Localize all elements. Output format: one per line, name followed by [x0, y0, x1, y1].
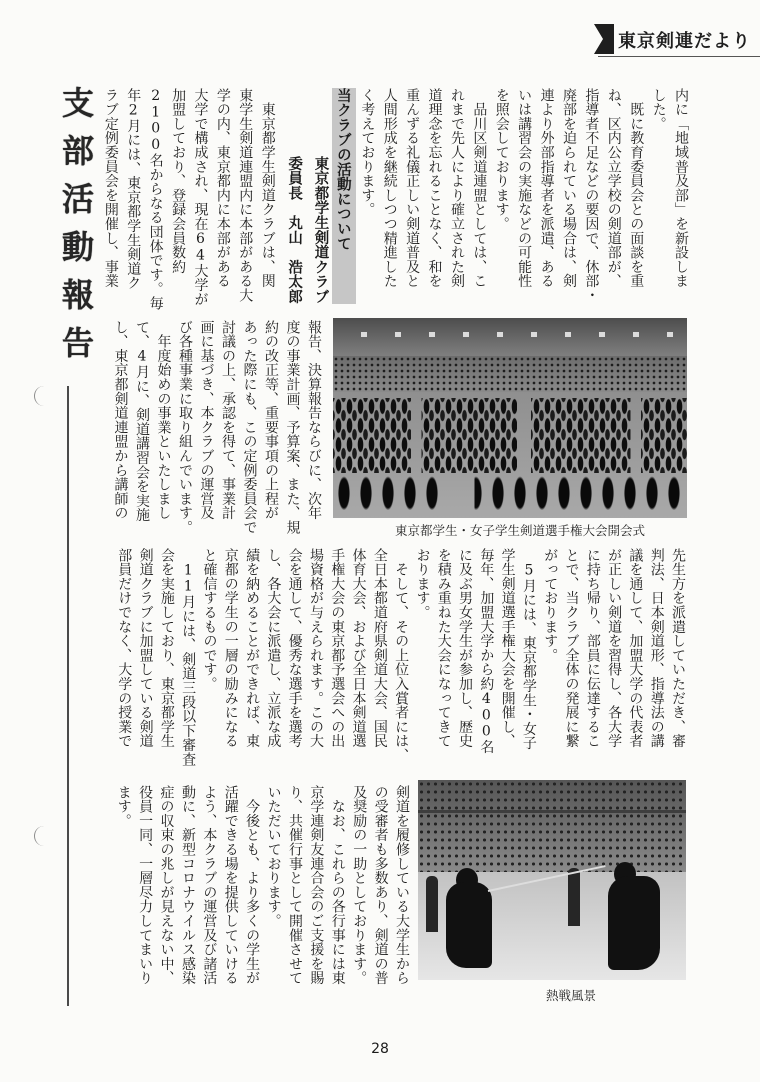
- text-column: 場資格が与えられます。この大: [307, 548, 324, 749]
- club-name: 東京都学生剣道クラブ: [312, 156, 329, 304]
- text-column: なお、これらの各行事には東: [329, 785, 346, 986]
- text-column: を照会しております。: [493, 88, 510, 231]
- section-title: 支部活動報告: [57, 86, 95, 374]
- photo-opening-ceremony: [333, 318, 687, 518]
- photo-match-scene: [418, 780, 686, 980]
- photo-referee: [568, 868, 580, 926]
- text-column: 学の内、東京都内に本部がある: [214, 88, 231, 289]
- text-column: 東学生剣道連盟内に本部がある大: [237, 88, 254, 303]
- top-text-block: [99, 88, 692, 311]
- text-column: した。: [650, 88, 667, 131]
- photo-front-row-participants: [333, 468, 687, 518]
- text-column: び各種事業に取り組んでいます。: [177, 320, 193, 535]
- photo-gym-wall: [418, 780, 686, 872]
- text-column: と確信するものです。: [201, 548, 218, 691]
- text-column: 5月には、東京都学生・女子: [520, 548, 537, 751]
- text-column: 報告、決算報告ならびに、次年: [306, 320, 322, 521]
- previous-article-text: [356, 88, 692, 304]
- text-column: 剣道クラブに加盟している剣道: [137, 548, 154, 749]
- page-number: 28: [371, 1041, 389, 1057]
- text-column: 京学連剣友連合会のご支援を賜: [308, 785, 325, 986]
- header-rule: [598, 56, 760, 57]
- photo-audience-stands: [333, 356, 687, 392]
- middle-text-block: [109, 320, 324, 536]
- text-column: ます。: [115, 785, 132, 828]
- binding-mark: [34, 826, 44, 846]
- text-column: 手権大会の東京都予選会への出: [329, 548, 346, 749]
- text-column: 学生剣道選手権大会を開催し、: [499, 548, 516, 749]
- text-column: 指導者不足などの要因で、休部・: [583, 88, 600, 303]
- text-column: し、各大会に派遣し、立派な成: [265, 548, 282, 749]
- text-column: 廃部を迫られている場合は、剣: [560, 88, 577, 289]
- text-column: 及奨励の一助としております。: [351, 785, 368, 986]
- text-column: を積み重ねた大会になってきて: [435, 548, 452, 749]
- text-column: れまで先人により確立された剣: [448, 88, 465, 289]
- text-column: 会を実施しており、東京都学生: [158, 548, 175, 749]
- photo-caption-match-scene: 熱戦風景: [545, 988, 596, 1003]
- text-column: おります。: [414, 548, 431, 620]
- lower-text-block: [113, 548, 688, 767]
- text-column: 動に、新型コロナウイルス感染: [179, 785, 196, 986]
- text-column: 画に基づき、本クラブの運営及: [198, 320, 215, 521]
- text-column: 既に教育委員会との面談を重: [628, 88, 645, 289]
- text-column: 体育大会、および全日本剣道選: [350, 548, 367, 749]
- text-column: 役員一同、一層尽力してまいり: [137, 785, 154, 986]
- text-column: 全日本都道府県剣道大会、国民: [371, 548, 388, 749]
- photo-gym-ceiling: [333, 318, 687, 356]
- text-column: 討議の上、承認を得て、事業計: [220, 320, 236, 521]
- text-column: とで、当クラブ全体の発展に繋: [563, 548, 580, 749]
- text-column: いは講習会の実施などの可能性: [516, 88, 533, 289]
- text-column: く考えております。: [359, 88, 376, 217]
- newsletter-title: 東京剣連だより: [618, 31, 751, 52]
- text-column: 品川区剣道連盟としては、こ: [471, 88, 488, 289]
- text-column: 大学で構成され、現在64大学が: [192, 88, 209, 307]
- text-column: 年度始めの事業といたしまし: [155, 320, 172, 521]
- text-column: 約の改正等、重要事項の上程が: [263, 320, 279, 521]
- binding-mark: [34, 386, 44, 406]
- text-column: 毎年、加盟大学から約400名: [478, 548, 495, 755]
- text-column: 道理念を忘れることなく、和を: [426, 88, 443, 289]
- text-column: いただいております。: [265, 785, 282, 928]
- text-column: 今後とも、より多くの学生が: [244, 785, 261, 986]
- text-column: 績を納めることができれば、東: [244, 548, 261, 749]
- text-column: 重んずる礼儀正しい剣道普及と: [404, 88, 421, 289]
- text-column: そして、その上位入賞者には、: [393, 548, 410, 763]
- article-intro-text: [99, 88, 278, 311]
- text-column: り、共催行事として開催させて: [286, 785, 303, 986]
- photo-referee: [426, 876, 438, 932]
- text-column: 症の収束の兆しが見えない中、: [158, 785, 175, 986]
- photo-fencer: [446, 882, 492, 968]
- text-column: 会を通して、優秀な選手を選考: [286, 548, 303, 749]
- text-column: 京都の学生の一層の励みになる: [222, 548, 239, 749]
- photo-caption-opening-ceremony: 東京都学生・女子学生剣道選手権大会開会式: [394, 523, 645, 538]
- text-column: 連より外部指導者を派遣、ある: [538, 88, 555, 289]
- text-column: 部員だけでなく、大学の授業で: [116, 548, 133, 749]
- text-column: 東京都学生剣道クラブは、関: [259, 88, 276, 289]
- text-column: 内に「地域普及部」を新設しま: [673, 88, 689, 289]
- article-heading: 当クラブの活動について: [332, 88, 356, 304]
- text-column: ラブ定例委員会を開催し、事業: [102, 88, 119, 289]
- author-line: 委員長 丸山 浩太郎: [286, 156, 303, 304]
- bottom-text-block: [112, 785, 412, 1001]
- text-column: 2100名からなる団体です。毎: [147, 88, 164, 311]
- text-column: 年2月には、東京都学生剣道ク: [125, 88, 142, 291]
- text-column: がっております。: [542, 548, 559, 663]
- text-column: 加盟しており、登録会員数約: [170, 88, 187, 274]
- text-column: に持ち帰り、部員に伝達するこ: [584, 548, 601, 749]
- text-column: ね、区内公立学校の剣道部が、: [605, 88, 622, 289]
- text-column: 11月には、剣道三段以下審査: [180, 548, 197, 767]
- text-column: し、東京都剣道連盟から講師の: [112, 320, 129, 521]
- text-column: の受審者も多数あり、剣道の普: [372, 785, 389, 986]
- text-column: 先生方を派遣していただき、審: [670, 548, 686, 749]
- text-column: 判法、日本剣道形、指導法の講: [648, 548, 665, 749]
- text-column: あった際にも、この定例委員会で: [241, 320, 258, 535]
- text-column: て、4月に、剣道講習会を実施: [134, 320, 150, 523]
- text-column: 度の事業計画、予算案、また、規: [284, 320, 301, 535]
- photo-lined-up-participants: [333, 398, 687, 473]
- text-column: に及ぶ男女学生が参加し、歴史: [457, 548, 474, 749]
- text-column: 人間形成を継続しつつ精進した: [381, 88, 398, 289]
- text-column: 議を通して、加盟大学の代表者: [627, 548, 644, 749]
- photo-fencer: [608, 876, 660, 970]
- section-title-rule: [67, 386, 69, 1006]
- text-column: が正しい剣道を習得し、各大学: [606, 548, 623, 749]
- header-tab-marker: [594, 24, 614, 54]
- text-column: 活躍できる場を提供していける: [222, 785, 239, 986]
- text-column: 剣道を履修している大学生から: [394, 785, 410, 986]
- text-column: よう、本クラブの運営及び諸活: [201, 785, 218, 986]
